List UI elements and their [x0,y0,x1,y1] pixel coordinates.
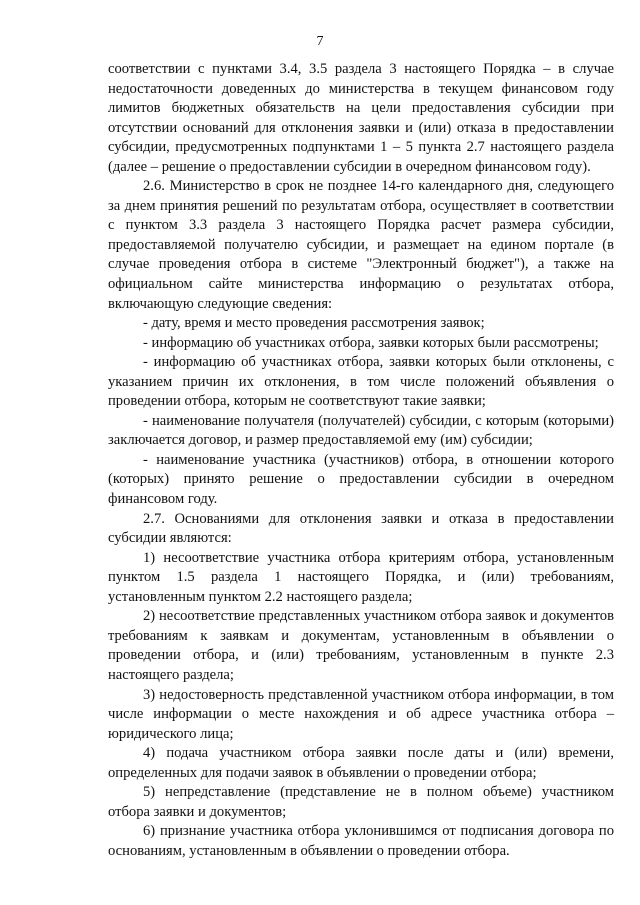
ground-4: 4) подача участником отбора заявки после даты и (или) времени, определенных для подачи заявок в объявлении о проведении отбора; [108,745,614,781]
document-body [108,60,614,861]
list-item-reviewed-participants: - информацию об участниках отбора, заявки которых были рассмотрены; [143,334,599,351]
list-item-date-time-place: - дату, время и место проведения рассмотрения заявок; [143,315,485,332]
ground-6: 6) признание участника отбора уклонившимся от подписания договора по основаниям, установленным в объявлении о проведении отбора. [108,823,614,859]
paragraph-continuation: соответствии с пунктами 3.4, 3.5 раздела 3 настоящего Порядка – в случае недостаточности доведенных до министерства в текущем финансовом году лимитов бюджетных обязательств на цели предоставления субсидии при отсутствии оснований для отклонения заявки и (или) отказа в предоставлении субсидии, предусмотренных подпунктами 1 – 5 пункта 2.7 настоящего раздела (далее – решение о предоставлении субсидии в очередном финансовом году). [108,61,614,175]
paragraph-2-7: 2.7. Основаниями для отклонения заявки и отказа в предоставлении субсидии являются: [108,510,614,547]
ground-3: 3) недостоверность представленной участником отбора информации, в том числе информации о месте нахождения и об адресе участника отбора – юридического лица; [108,686,614,742]
ground-2: 2) несоответствие представленных участником отбора заявок и документов требованиям к заявкам и документам, установленным в объявлении о проведении отбора, и (или) требованиям, установленным в пункте 2.3 настоящего раздела; [108,608,614,683]
list-item-recipients: - наименование получателя (получателей) субсидии, с которым (которыми) заключается договор, и размер предоставляемой ему (им) субсидии; [108,412,614,449]
page-number: 7 [316,34,324,49]
list-item-rejected-participants: - информацию об участниках отбора, заявки которых были отклонены, с указанием причин их отклонения, в том числе положений объявления о проведении отбора, которым не соответствуют такие заявки; [108,354,614,410]
ground-5: 5) непредставление (представление не в полном объеме) участником отбора заявки и документов; [108,784,614,820]
paragraph-2-6: 2.6. Министерство в срок не позднее 14-го календарного дня, следующего за днем принятия решений по результатам отбора, осуществляет в соответствии с пунктом 3.3 раздела 3 настоящего Порядка расчет размера субсидии, предоставляемой получателю субсидии, и размещает на едином портале (в случае проведения отбора в системе "Электронный бюджет"), а также на официальном сайте министерства информацию о результатах отбора, включающую следующие сведения: [108,178,614,312]
ground-1: 1) несоответствие участника отбора критериям отбора, установленным пунктом 1.5 раздела 1 настоящего Порядка, и (или) требованиям, установленным пунктом 2.2 настоящего раздела; [108,549,614,605]
list-item-next-year-recipients: - наименование участника (участников) отбора, в отношении которого (которых) принято решение о предоставлении субсидии в очередном финансовом году. [108,451,614,508]
